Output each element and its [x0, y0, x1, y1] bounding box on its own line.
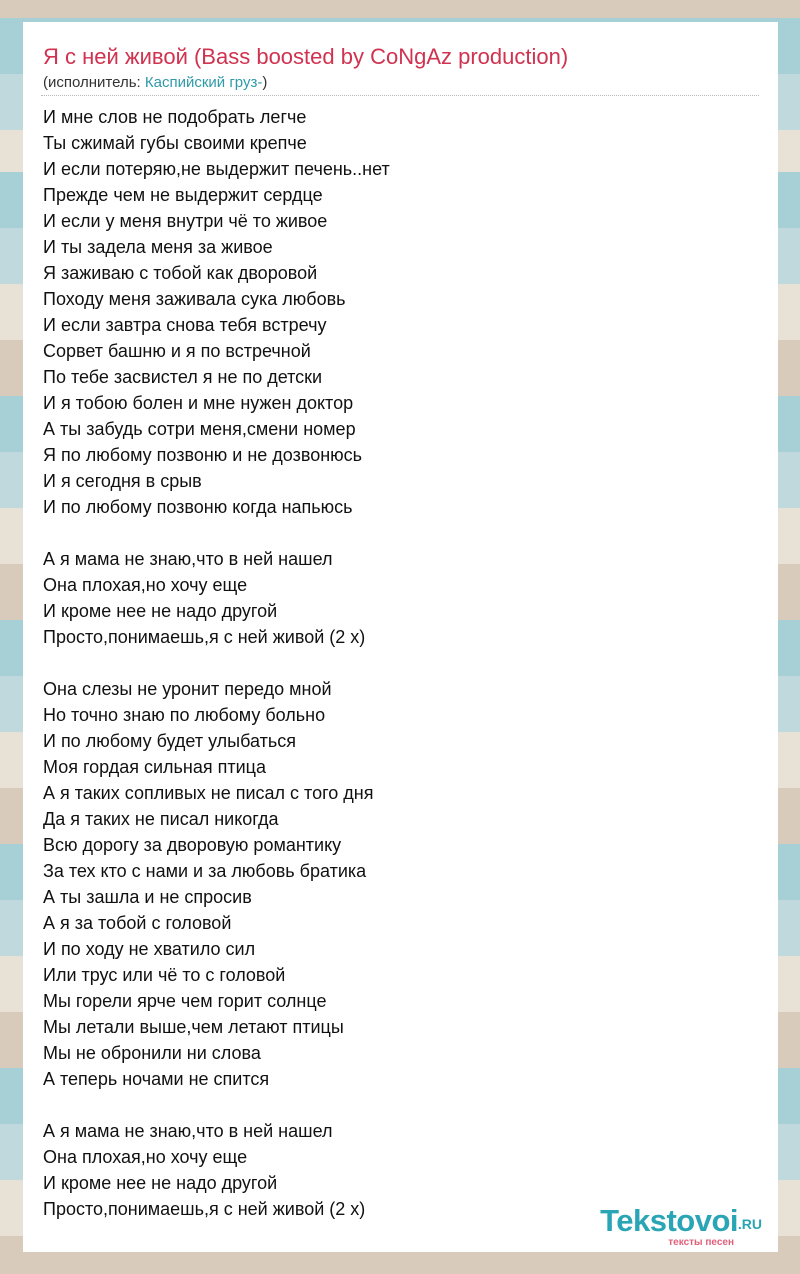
song-title: Я с ней живой (Bass boosted by CoNgAz production) — [43, 44, 569, 69]
lyrics-line: Всю дорогу за дворовую романтику — [43, 835, 342, 855]
lyrics-line: А я мама не знаю,что в ней нашел — [43, 1121, 333, 1141]
lyrics-line: И кроме нее не надо другой — [43, 601, 278, 621]
lyrics-line: Я по любому позвоню и не дозвонюсь — [43, 445, 363, 465]
lyrics-line: Она плохая,но хочу еще — [43, 575, 248, 595]
lyrics-line: И по ходу не хватило сил — [43, 939, 256, 959]
logo-tld: .RU — [737, 1216, 762, 1232]
lyrics-stanza — [43, 676, 743, 1092]
lyrics-line: А ты зашла и не спросив — [43, 887, 252, 907]
lyrics-line: Походу меня заживала сука любовь — [43, 289, 346, 309]
lyrics-line: Просто,понимаешь,я с ней живой (2 x) — [43, 627, 366, 647]
lyrics-line: И по любому позвоню когда напьюсь — [43, 497, 353, 517]
site-logo[interactable] — [560, 1204, 770, 1250]
artist-suffix: ) — [262, 74, 268, 91]
logo-tagline: тексты песен — [668, 1237, 734, 1248]
lyrics-line: И я тобою болен и мне нужен доктор — [43, 393, 354, 413]
lyrics-text — [43, 104, 743, 1248]
lyrics-line: А я мама не знаю,что в ней нашел — [43, 549, 333, 569]
lyrics-line: Ты сжимай губы своими крепче — [43, 133, 307, 153]
lyrics-line: Мы горели ярче чем горит солнце — [43, 991, 327, 1011]
lyrics-line: Моя гордая сильная птица — [43, 757, 266, 777]
lyrics-line: И если потеряю,не выдержит печень..нет — [43, 159, 390, 179]
lyrics-line: Прежде чем не выдержит сердце — [43, 185, 323, 205]
lyrics-stanza — [43, 104, 743, 520]
artist-prefix: (исполнитель: — [43, 74, 145, 91]
lyrics-line: И я сегодня в срыв — [43, 471, 202, 491]
title-divider — [41, 95, 759, 96]
lyrics-line: Да я таких не писал никогда — [43, 809, 279, 829]
lyrics-line: А я таких сопливых не писал с того дня — [43, 783, 374, 803]
lyrics-line: За тех кто с нами и за любовь братика — [43, 861, 367, 881]
lyrics-line: И по любому будет улыбаться — [43, 731, 297, 751]
lyrics-line: Просто,понимаешь,я с ней живой (2 x) — [43, 1199, 366, 1219]
lyrics-line: А теперь ночами не спится — [43, 1069, 270, 1089]
lyrics-line: Но точно знаю по любому больно — [43, 705, 326, 725]
lyrics-line: Я заживаю с тобой как дворовой — [43, 263, 318, 283]
lyrics-line: Мы не обронили ни слова — [43, 1043, 261, 1063]
lyrics-line: Или трус или чё то с головой — [43, 965, 286, 985]
lyrics-line: И мне слов не подобрать легче — [43, 107, 307, 127]
lyrics-line: А ты забудь сотри меня,смени номер — [43, 419, 356, 439]
lyrics-line: Мы летали выше,чем летают птицы — [43, 1017, 344, 1037]
lyrics-line: И ты задела меня за живое — [43, 237, 273, 257]
lyrics-line: А я за тобой с головой — [43, 913, 232, 933]
lyrics-line: Она плохая,но хочу еще — [43, 1147, 248, 1167]
logo-name: Tekstovoi — [600, 1203, 738, 1238]
lyrics-line: Она слезы не уронит передо мной — [43, 679, 332, 699]
lyrics-line: И если завтра снова тебя встречу — [43, 315, 327, 335]
artist-link[interactable]: Каспийский груз- — [144, 74, 263, 91]
lyrics-card — [23, 22, 778, 1252]
lyrics-line: И если у меня внутри чё то живое — [43, 211, 328, 231]
lyrics-line: Сорвет башню и я по встречной — [43, 341, 311, 361]
lyrics-line: По тебе засвистел я не по детски — [43, 367, 323, 387]
lyrics-stanza — [43, 546, 743, 650]
artist-line — [43, 74, 267, 92]
lyrics-line: И кроме нее не надо другой — [43, 1173, 278, 1193]
